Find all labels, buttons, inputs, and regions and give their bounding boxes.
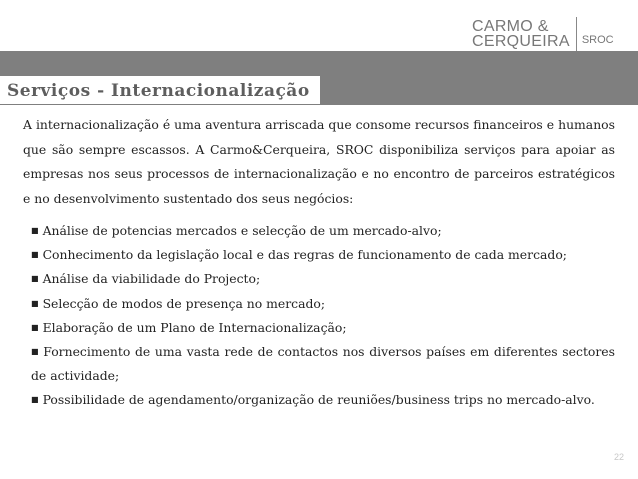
list-item-text: Selecção de modos de presença no mercado; [42, 295, 326, 311]
list-item [31, 292, 615, 316]
list-item [31, 316, 615, 340]
list-item-text: Fornecimento de uma vasta rede de contactos nos diversos países em diferentes sectores de actividade; [31, 344, 615, 384]
list-item-text: Análise da viabilidade do Projecto; [42, 271, 261, 287]
intro-paragraph: A internacionalização é uma aventura arriscada que consome recursos financeiros e humanos que são sempre escassos. A Carmo&Cerqueira, SROC disponibiliza serviços para apoiar as empresas nos seus processos de internacionalização e no encontro de parceiros estratégicos e no desenvolvimento sustentado dos seus negócios: [23, 117, 615, 206]
list-item [31, 219, 615, 243]
bullet-icon: ■ [31, 298, 39, 308]
logo-text [472, 19, 570, 49]
list-item [31, 243, 615, 267]
bullet-icon: ■ [31, 226, 39, 235]
list-item-text: Possibilidade de agendamento/organização de reuniões/business trips no mercado-alvo. [42, 392, 595, 408]
company-logo [472, 16, 614, 52]
bullet-icon: ■ [31, 274, 39, 284]
list-item-text: Conhecimento da legislação local e das regras de funcionamento de cada mercado; [42, 247, 567, 263]
list-item-text: Análise de potencias mercados e selecção de um mercado-alvo; [42, 223, 442, 238]
list-item [31, 267, 615, 291]
list-item [31, 388, 615, 412]
page-title: Serviços - Internacionalização [0, 76, 320, 104]
page-number: 22 [613, 452, 624, 462]
bullet-icon: ■ [31, 322, 39, 332]
logo-separator [576, 17, 577, 51]
list-item-text: Elaboração de um Plano de Internacionalização; [42, 319, 347, 335]
logo-line-1: CARMO & [472, 18, 549, 35]
list-item [31, 340, 615, 388]
bullet-icon: ■ [31, 347, 40, 357]
logo-suffix: SROC [581, 34, 614, 46]
bullet-icon: ■ [31, 395, 39, 405]
logo-line-2: CERQUEIRA [472, 33, 570, 50]
bullet-icon: ■ [31, 250, 39, 260]
content-body [23, 113, 615, 413]
services-list [31, 219, 615, 413]
